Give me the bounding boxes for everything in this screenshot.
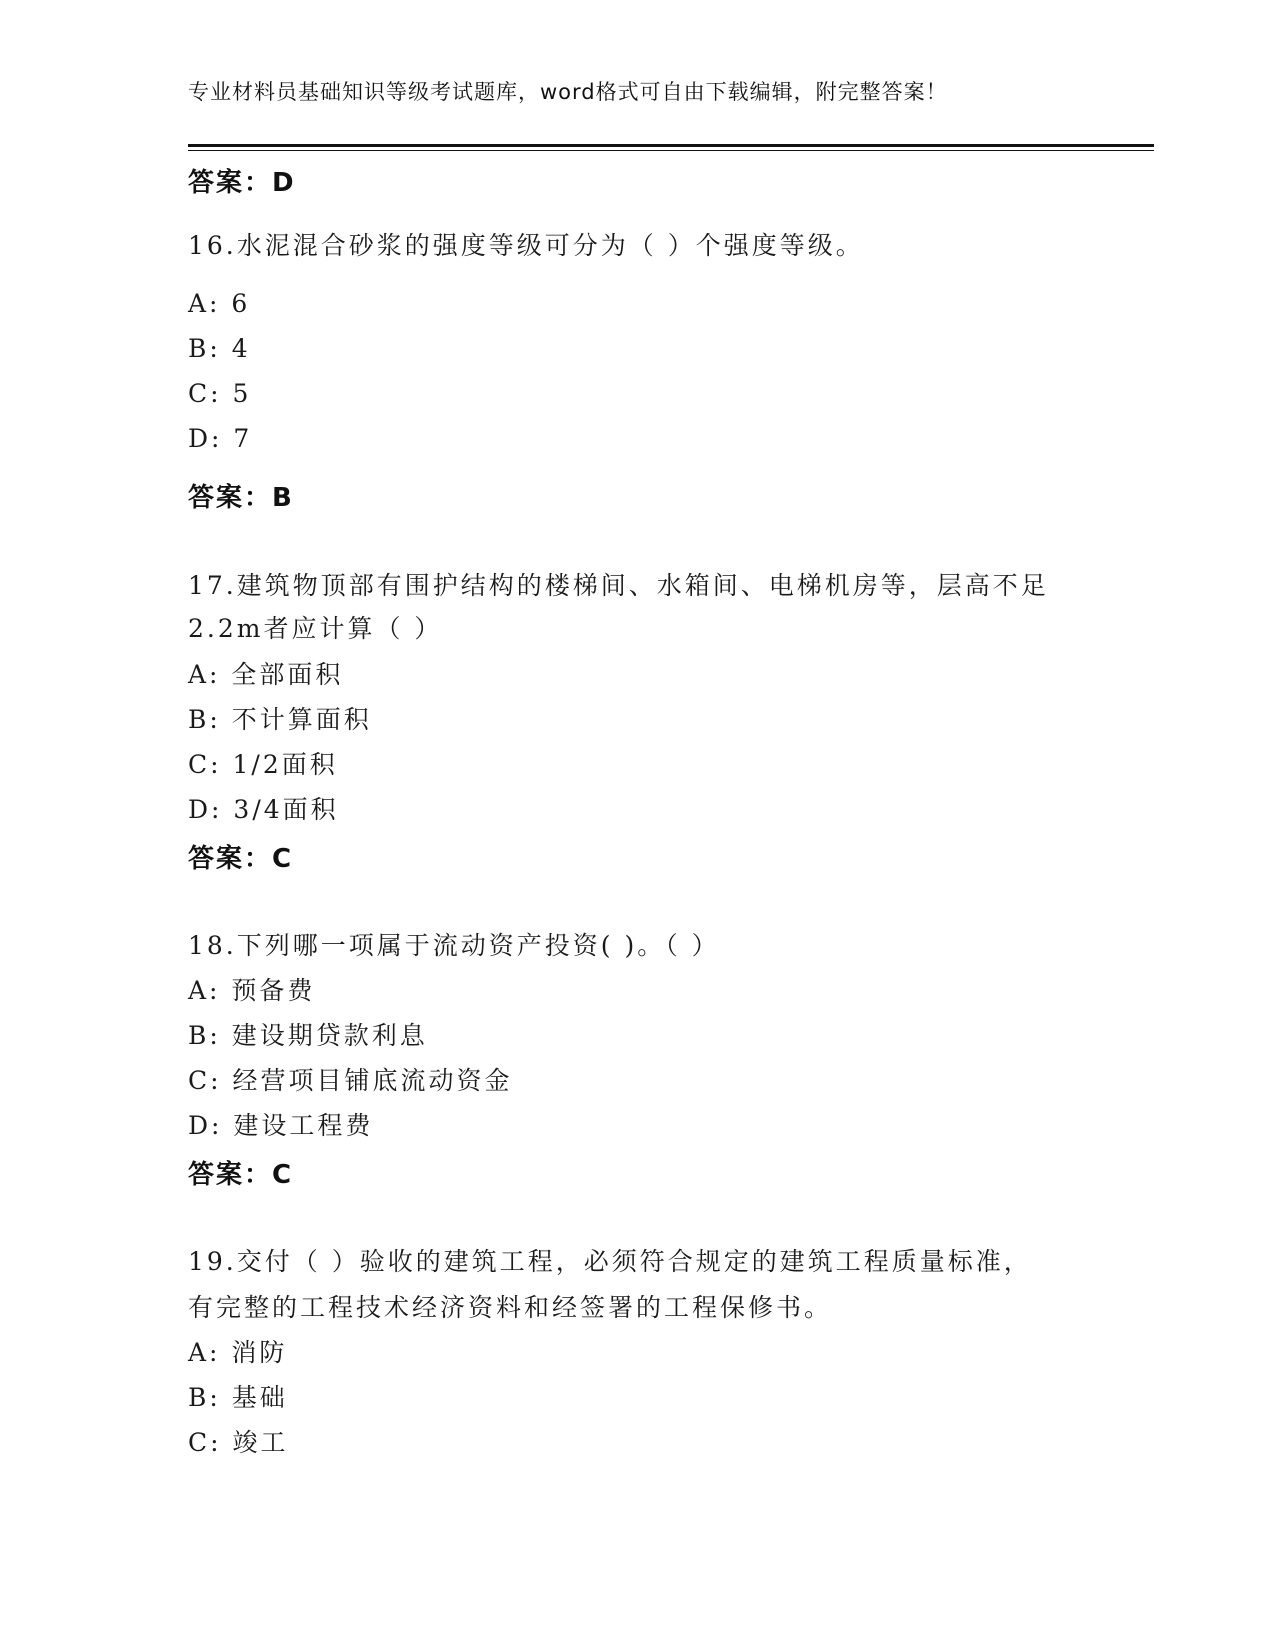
header-divider-thin <box>188 150 1154 151</box>
question-17-stem-line-2: 2.2m者应计算（ ） <box>188 614 443 643</box>
answer-line: 答案：D <box>188 168 296 198</box>
question-19-stem-line-2: 有完整的工程技术经济资料和经签署的工程保修书。 <box>188 1293 833 1322</box>
question-16-stem: 16.水泥混合砂浆的强度等级可分为（ ）个强度等级。 <box>188 231 864 260</box>
question-16-answer: 答案：B <box>188 483 294 513</box>
question-16-option-a: A: 6 <box>188 289 251 318</box>
question-17-option-c: C: 1/2面积 <box>188 750 338 779</box>
question-18-option-d: D: 建设工程费 <box>188 1111 374 1140</box>
question-19-option-a: A: 消防 <box>188 1338 288 1367</box>
question-18-option-b: B: 建设期贷款利息 <box>188 1021 428 1050</box>
question-16-option-b: B: 4 <box>188 334 251 363</box>
question-17-option-b: B: 不计算面积 <box>188 705 372 734</box>
question-17-stem-line-1: 17.建筑物顶部有围护结构的楼梯间、水箱间、电梯机房等，层高不足 <box>188 571 1049 600</box>
question-18-stem: 18.下列哪一项属于流动资产投资( )。（ ） <box>188 931 720 960</box>
header-divider <box>188 144 1154 147</box>
question-17-answer: 答案：C <box>188 844 294 874</box>
question-16-option-d: D: 7 <box>188 424 253 453</box>
question-19-option-c: C: 竣工 <box>188 1428 289 1457</box>
question-18-option-a: A: 预备费 <box>188 976 316 1005</box>
question-19-stem-line-1: 19.交付（ ）验收的建筑工程，必须符合规定的建筑工程质量标准， <box>188 1247 1032 1276</box>
question-19-option-b: B: 基础 <box>188 1383 288 1412</box>
question-18-answer: 答案：C <box>188 1160 294 1190</box>
question-18-option-c: C: 经营项目铺底流动资金 <box>188 1066 513 1095</box>
page-header: 专业材料员基础知识等级考试题库，word格式可自由下载编辑，附完整答案！ <box>188 80 948 104</box>
question-17-option-d: D: 3/4面积 <box>188 795 339 824</box>
question-16-option-c: C: 5 <box>188 379 252 408</box>
question-17-option-a: A: 全部面积 <box>188 660 344 689</box>
